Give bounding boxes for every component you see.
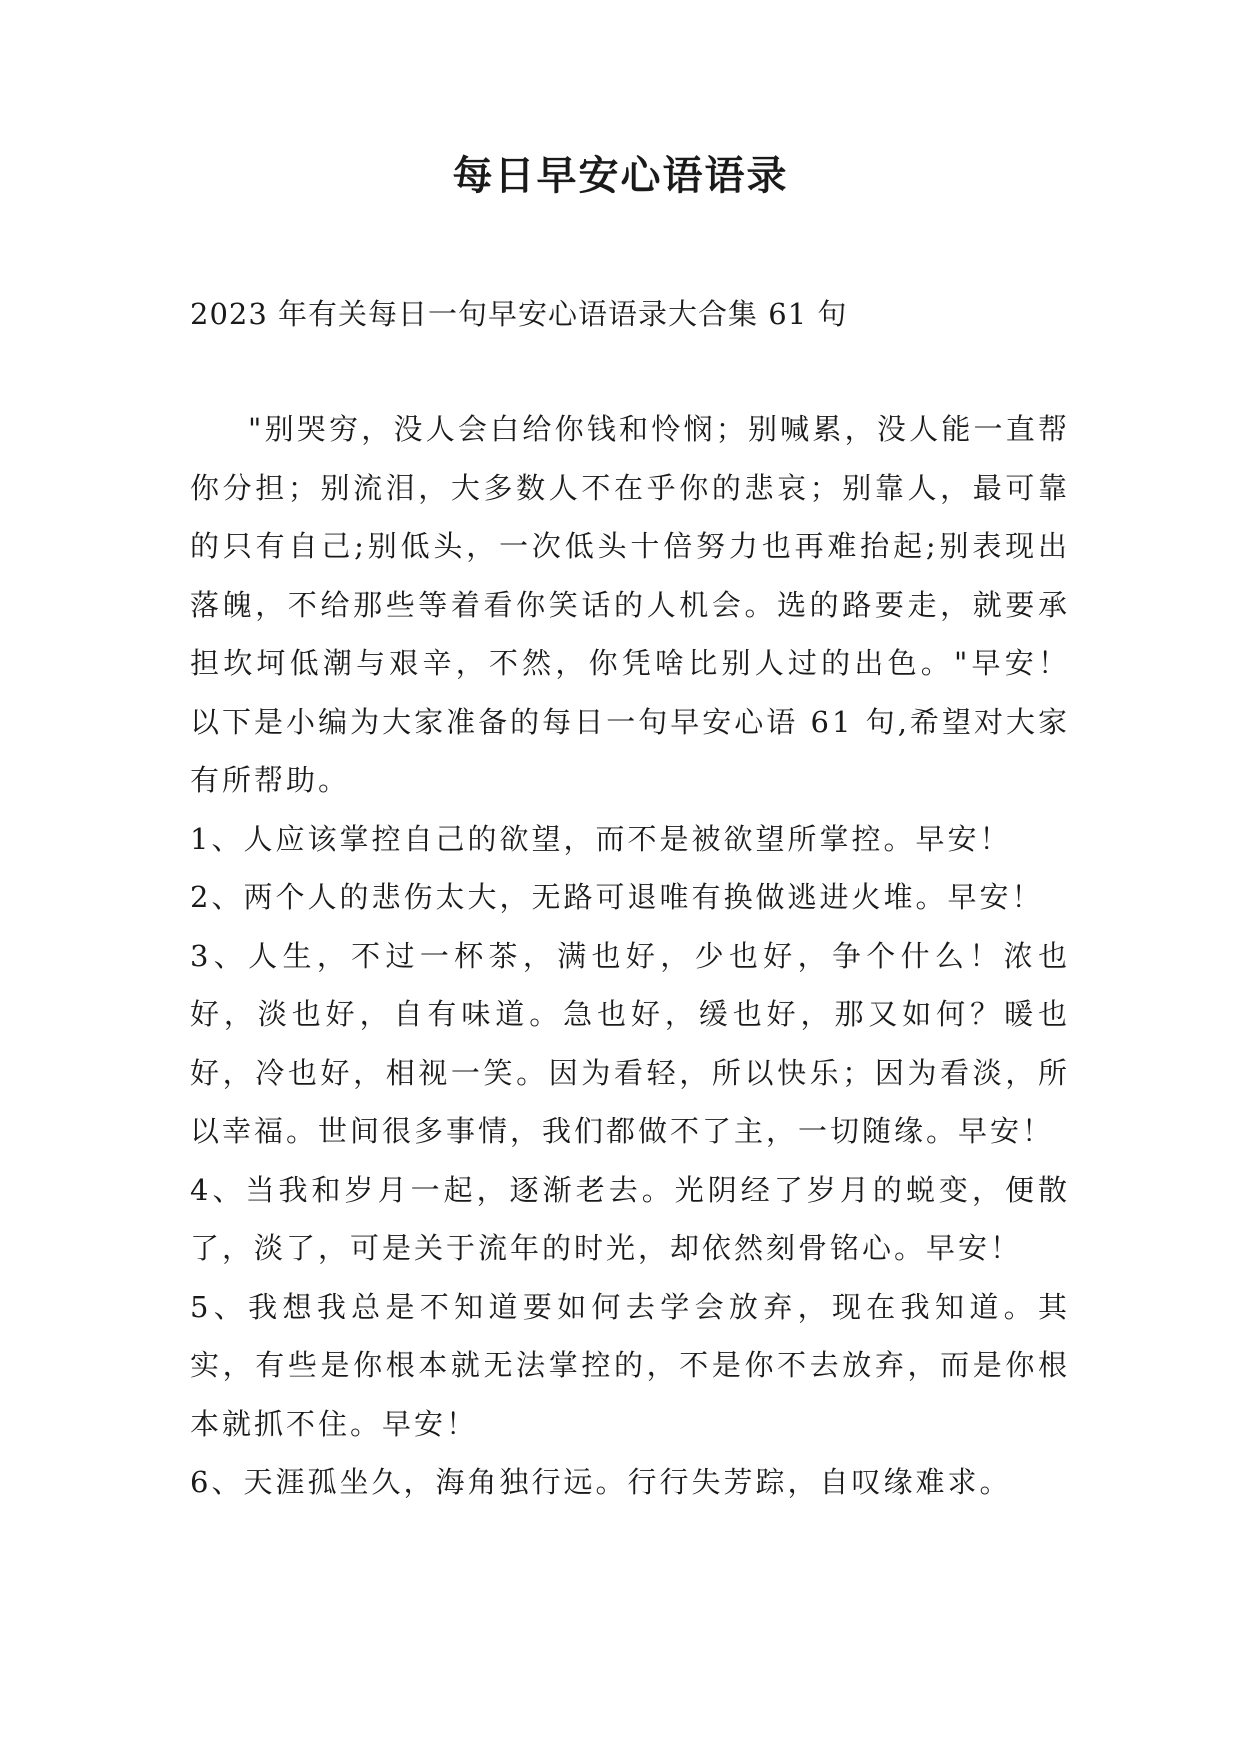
document-title: 每日早安心语语录: [452, 153, 789, 199]
intro-paragraph: "别哭穷，没人会白给你钱和怜悯；别喊累，没人能一直帮你分担；别流泪，大多数人不在乎你的悲哀；别靠人，最可靠的只有自己;别低头，一次低头十倍努力也再难抬起;别表现出落魄，不给那些等着看你笑话的人机会。选的路要走，就要承担坎坷低潮与艰辛，不然，你凭啥比别人过的出色。"早安！以下是小编为大家准备的每日一句早安心语 61 句,希望对大家有所帮助。: [190, 412, 1070, 797]
list-item: 4、当我和岁月一起，逐渐老去。光阴经了岁月的蜕变，便散了，淡了，可是关于流年的时光，却依然刻骨铭心。早安！: [190, 1172, 1070, 1265]
list-item: 5、我想我总是不知道要如何去学会放弃，现在我知道。其实，有些是你根本就无法掌控的，不是你不去放弃，而是你根本就抓不住。早安！: [190, 1289, 1070, 1441]
document-subtitle: 2023 年有关每日一句早安心语语录大合集 61 句: [190, 297, 848, 331]
list-item: 1、人应该掌控自己的欲望，而不是被欲望所掌控。早安！: [190, 821, 1012, 856]
list-item: 3、人生，不过一杯茶，满也好，少也好，争个什么！浓也好，淡也好，自有味道。急也好，缓也好，那又如何？暖也好，冷也好，相视一笑。因为看轻，所以快乐；因为看淡，所以幸福。世间很多事情，我们都做不了主，一切随缘。早安！: [190, 938, 1070, 1148]
document-body: [190, 400, 1070, 1512]
list-item: 2、两个人的悲伤太大，无路可退唯有换做逃进火堆。早安！: [190, 880, 1044, 914]
list-item: 6、天涯孤坐久，海角独行远。行行失芳踪，自叹缘难求。: [190, 1465, 1012, 1499]
